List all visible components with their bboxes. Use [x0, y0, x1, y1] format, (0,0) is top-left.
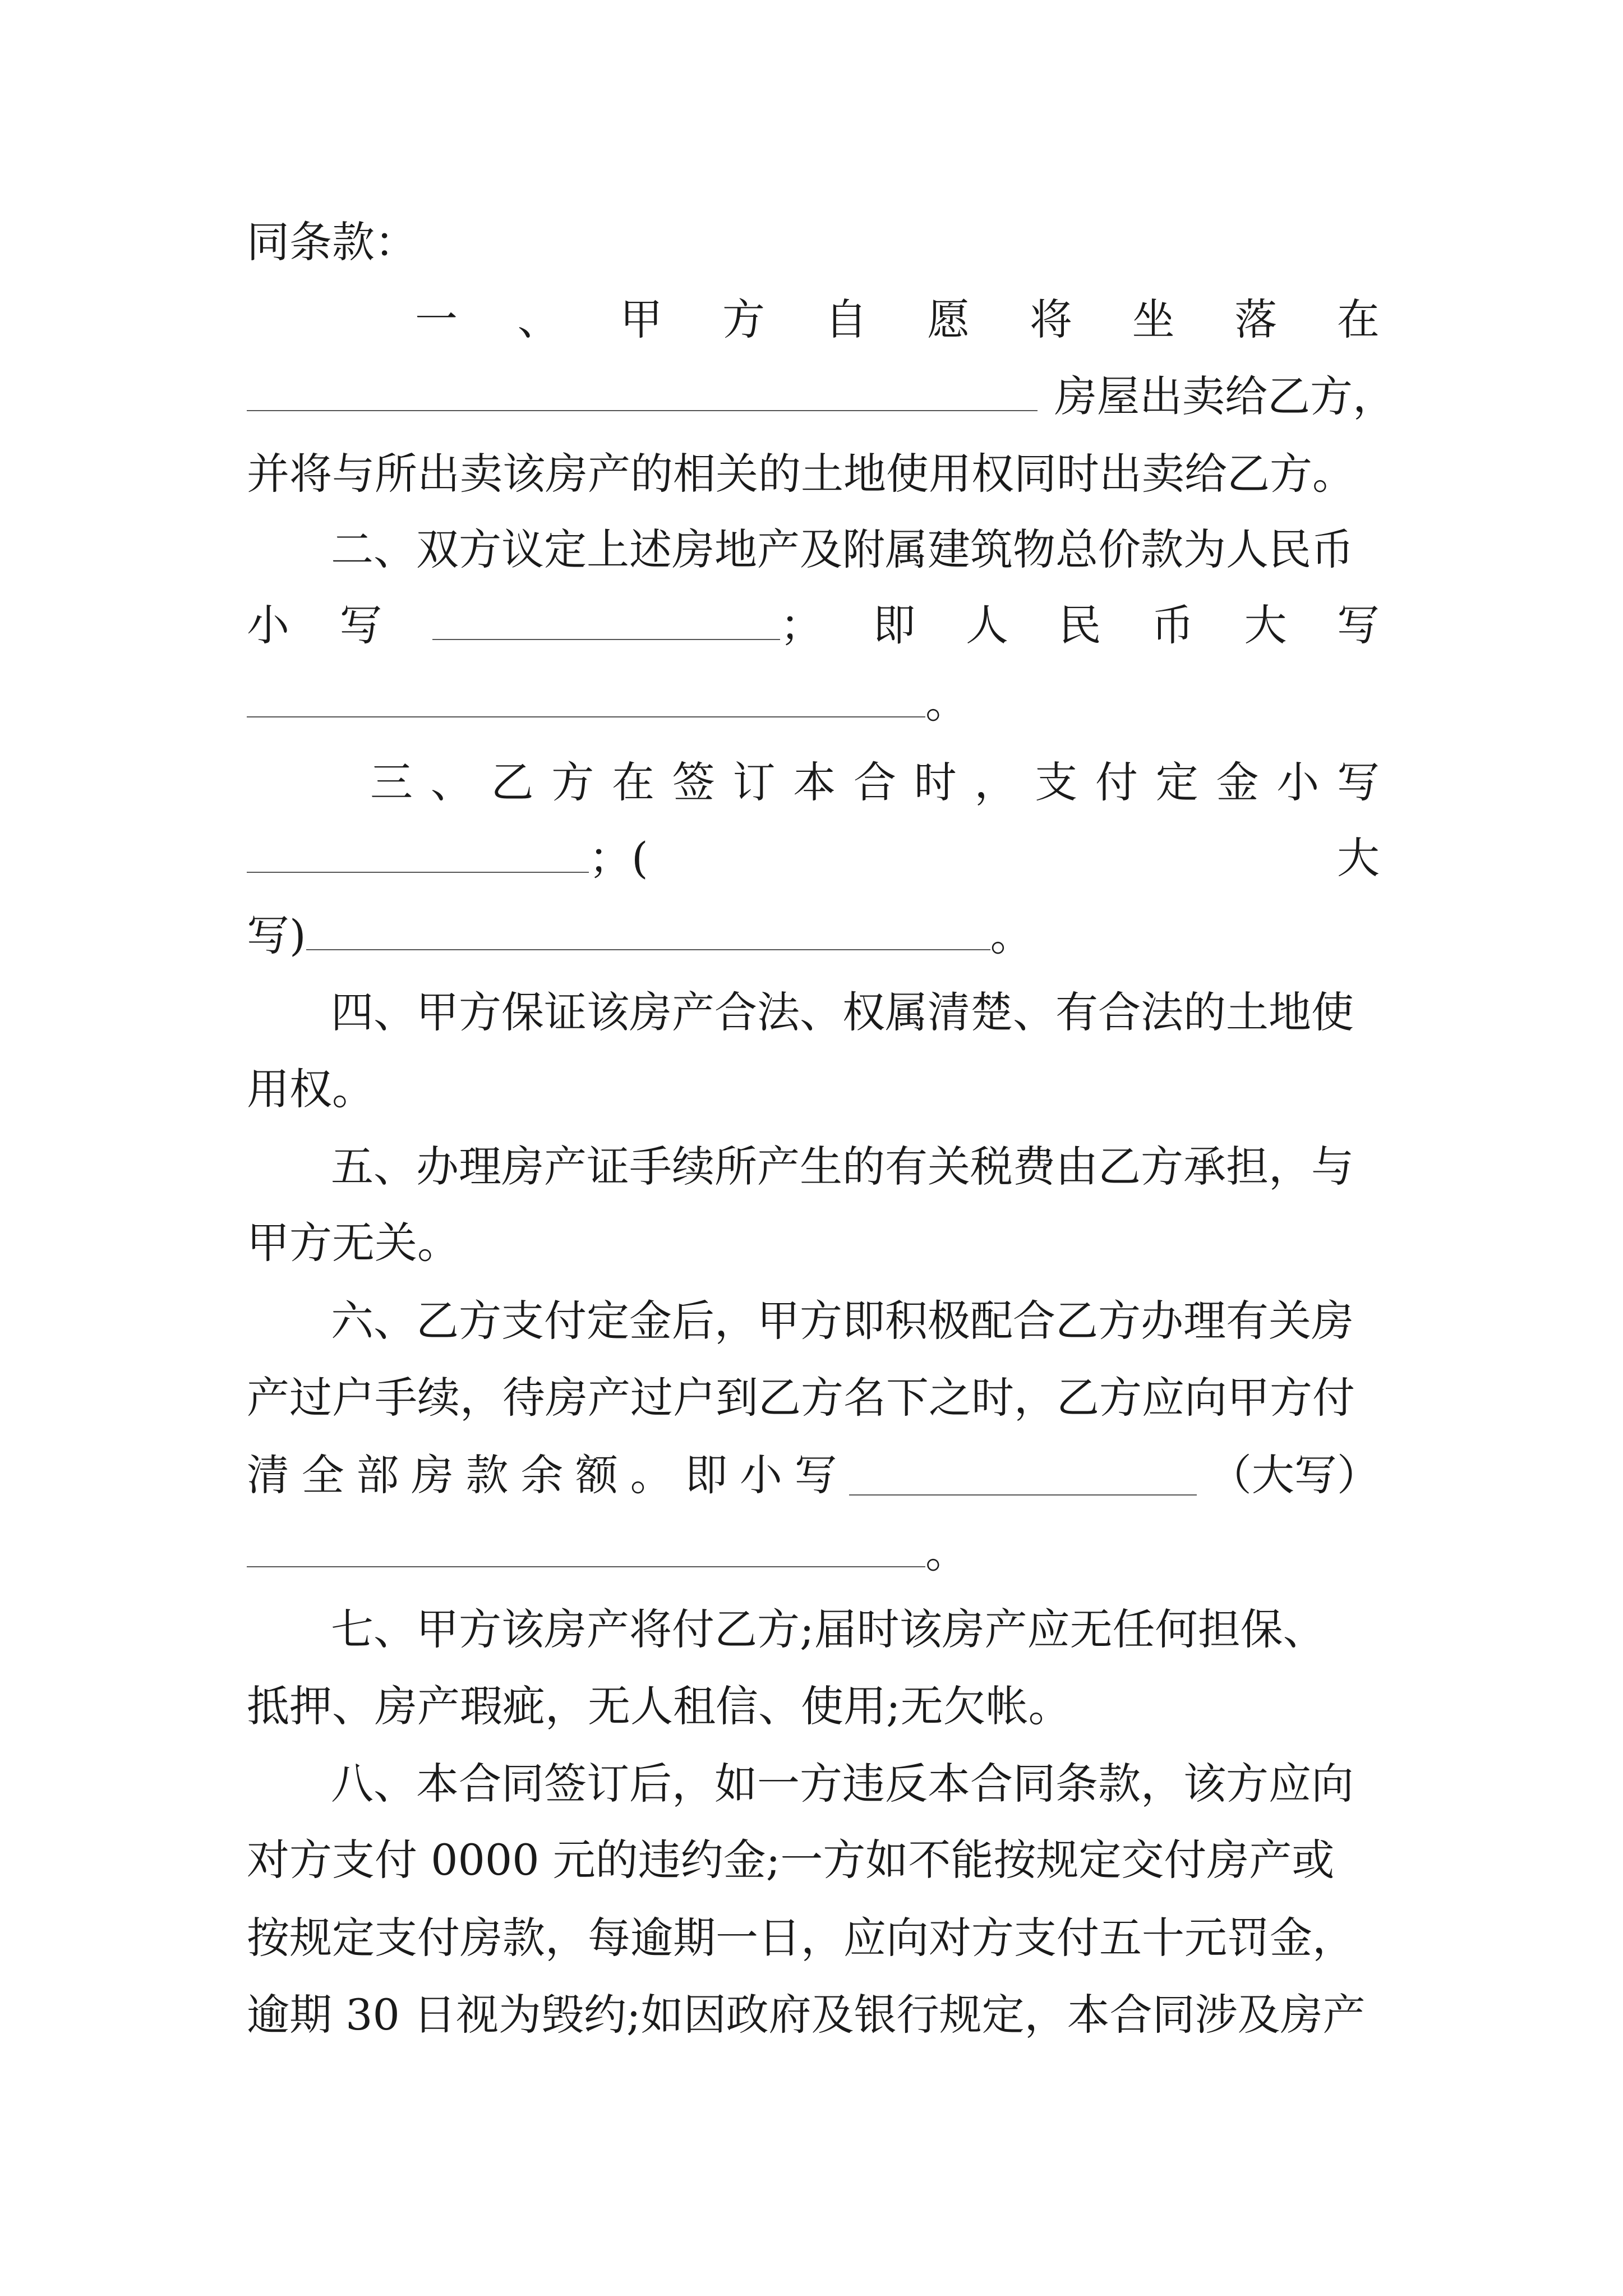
clause-2-line-2 — [247, 597, 1380, 654]
balance-lowercase-blank[interactable] — [849, 1455, 1197, 1496]
clause-6-char: 清 — [247, 1450, 289, 1500]
clause-2-char: 写 — [1337, 600, 1380, 650]
clause-3-line-2 — [247, 830, 1380, 886]
clause-2-char: 大 — [1244, 600, 1287, 650]
clause-3-char: 写) — [247, 910, 306, 960]
deposit-lowercase-blank[interactable] — [247, 832, 589, 873]
clause-3-char: 小 — [1276, 757, 1320, 807]
clause-6-char: 房 — [411, 1450, 454, 1500]
clause-3-char: 支 — [1035, 757, 1078, 807]
clause-8-line-3: 按规定支付房款，每逾期一日，应向对方支付五十元罚金， — [247, 1913, 1355, 1963]
clause-2-sep: ； — [780, 600, 823, 650]
clause-3-line-1 — [370, 754, 1380, 811]
clause-6-char: 余 — [520, 1450, 564, 1500]
clause-1-char: 将 — [1029, 295, 1072, 344]
clause-2-char: 即 — [873, 600, 916, 650]
clause-2-char: 写 — [339, 600, 382, 650]
clause-3-paren: ；( — [589, 833, 648, 883]
clause-7-line-2: 抵押、房产瑕疵，无人租信、使用;无欠帐。 — [247, 1681, 1071, 1731]
clause-4-line-2: 用权。 — [247, 1064, 375, 1114]
clause-1-char: 、 — [517, 295, 560, 344]
clause-1-char: 坐 — [1132, 295, 1175, 344]
clause-6-tail: （大写） — [1209, 1450, 1380, 1500]
clause-8-line-4: 逾期 30 日视为毁约;如因政府及银行规定，本合同涉及房产 — [247, 1990, 1366, 2040]
clause-6-char: 小 — [739, 1450, 782, 1500]
clause-6-line-1: 六、乙方支付定金后，甲方即积极配合乙方办理有关房 — [331, 1296, 1354, 1346]
clause-8-line-1: 八、本合同签订后，如一方违反本合同条款，该方应向 — [331, 1759, 1354, 1809]
deposit-uppercase-blank[interactable] — [306, 910, 990, 950]
clause-2-char: 小 — [247, 600, 289, 650]
clause-6-char: 全 — [301, 1450, 344, 1500]
clause-6-char: 款 — [465, 1450, 509, 1500]
clause-1-line-1 — [415, 292, 1380, 348]
clause-3-char: 在 — [612, 757, 654, 807]
clause-5-line-1: 五、办理房产证手续所产生的有关税费由乙方承担，与 — [331, 1142, 1354, 1191]
clause-8-line-2: 对方支付 0000 元的违约金;一方如不能按规定交付房产或 — [247, 1835, 1335, 1885]
clause-3-end: 。 — [990, 910, 1033, 960]
clause-3-char: 写 — [1337, 757, 1380, 807]
clause-1-char: 甲 — [620, 295, 663, 344]
clause-1-char: 方 — [722, 295, 765, 344]
clause-1-char: 落 — [1234, 295, 1278, 344]
clause-2-end: 。 — [925, 678, 968, 728]
clause-6-line-4 — [247, 1525, 1380, 1581]
clause-6-char: 额 — [575, 1450, 618, 1500]
clause-1-char: 一 — [415, 295, 458, 344]
clause-3-char: 合 — [854, 757, 896, 807]
clause-1-char: 愿 — [927, 295, 970, 344]
clause-3-line-3 — [247, 908, 1380, 964]
clause-1-char: 自 — [824, 295, 868, 344]
clause-2-line-1: 二、双方议定上述房地产及附属建筑物总价款为人民币 — [331, 524, 1354, 574]
clause-1-line-2 — [247, 369, 1395, 425]
clause-6-char: 。 — [630, 1450, 673, 1500]
clause-2-char: 币 — [1151, 600, 1194, 650]
clause-3-char: ， — [974, 757, 1017, 807]
clause-5-line-2: 甲方无关。 — [247, 1218, 460, 1268]
clause-3-char: 签 — [672, 757, 715, 807]
clause-7-line-1: 七、甲方该房产将付乙方;届时该房产应无任何担保、 — [331, 1604, 1326, 1654]
total-price-lowercase-blank[interactable] — [432, 600, 780, 640]
clause-1-char: 在 — [1336, 295, 1380, 344]
clause-2-char: 人 — [966, 600, 1008, 650]
clause-2-char: 民 — [1058, 600, 1101, 650]
clause-3-char: 三 — [370, 757, 413, 807]
clause-6-char: 写 — [794, 1450, 837, 1500]
total-price-uppercase-blank[interactable] — [247, 677, 925, 717]
clause-6-char: 即 — [685, 1450, 728, 1500]
property-location-blank[interactable] — [247, 371, 1038, 411]
clause-3-char: 乙 — [491, 757, 534, 807]
clause-1-text: 房屋出卖给乙方， — [1054, 371, 1395, 421]
clause-3-char: 、 — [430, 757, 473, 807]
clause-3-char: 金 — [1216, 757, 1259, 807]
clause-3-char: 付 — [1095, 757, 1138, 807]
clause-3-char: 定 — [1155, 757, 1198, 807]
balance-uppercase-blank[interactable] — [247, 1527, 925, 1567]
clause-3-char: 本 — [793, 757, 836, 807]
clause-6-end: 。 — [925, 1527, 968, 1577]
clause-3-char: 大 — [1337, 833, 1380, 883]
clause-3-char: 订 — [732, 757, 776, 807]
clause-6-line-3 — [247, 1447, 1380, 1503]
clause-3-char: 时 — [914, 757, 957, 807]
clause-1-line-3: 并将与所出卖该房产的相关的土地使用权同时出卖给乙方。 — [247, 449, 1355, 499]
clause-6-char: 部 — [356, 1450, 399, 1500]
clause-4-line-1: 四、甲方保证该房产合法、权属清楚、有合法的土地使 — [331, 987, 1354, 1037]
clause-2-line-3 — [247, 675, 1380, 731]
clause-3-char: 方 — [551, 757, 594, 807]
clause-6-line-2: 产过户手续，待房产过户到乙方名下之时，乙方应向甲方付 — [247, 1373, 1355, 1423]
heading-tail: 同条款： — [247, 217, 417, 267]
